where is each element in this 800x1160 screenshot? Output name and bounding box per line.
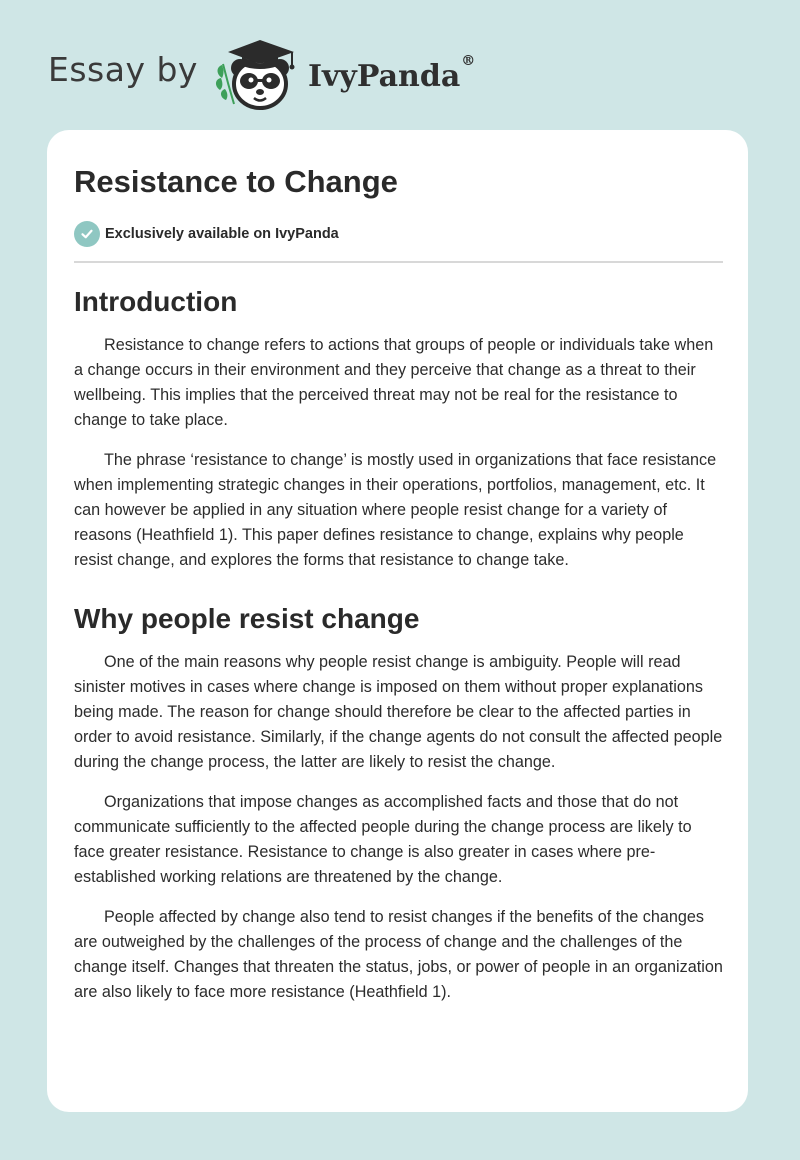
exclusive-badge bbox=[74, 221, 339, 247]
paragraph: Resistance to change refers to actions that groups of people or individuals take when a change occurs in their environment and they perceive that change as a threat to their wellbeing. This implies that the perceived threat may not be real for the resistance to change to take place. bbox=[74, 336, 714, 429]
section-heading-why-people-resist: Why people resist change bbox=[74, 603, 420, 634]
paragraph: People affected by change also tend to resist changes if the benefits of the changes are outweighed by the challenges of the process of change and the challenges of the change itself. Changes that threaten the status, jobs, or power of people in an organization are also likely to face more resistance (Heathfield 1). bbox=[74, 908, 723, 1001]
divider bbox=[74, 261, 723, 263]
brand-header[interactable] bbox=[48, 34, 475, 114]
badge-text: Exclusively available on IvyPanda bbox=[105, 226, 339, 242]
paragraph: Organizations that impose changes as accomplished facts and those that do not communicate sufficiently to the affected people during the change process are likely to face greater resistance. Resistance to change is also greater in cases where pre-established working relations are threatened by the change. bbox=[74, 793, 692, 886]
brand-prefix: Essay by bbox=[48, 49, 198, 89]
registered-mark: ® bbox=[461, 52, 476, 69]
paragraph: The phrase ‘resistance to change’ is mostly used in organizations that face resistance when implementing strategic changes in their operations, portfolios, management, etc. It can however be applied in any situation where people resist change for a variety of reasons (Heathfield 1). This paper defines resistance to change, explains why people resist change, and explores the forms that resistance to change take. bbox=[74, 451, 717, 569]
essay-card bbox=[47, 130, 748, 1112]
panda-graduate-logo bbox=[214, 34, 302, 114]
page-title: Resistance to Change bbox=[74, 164, 398, 199]
essay-content bbox=[74, 278, 724, 1005]
check-circle-icon bbox=[74, 221, 100, 247]
brand-name: IvyPanda® bbox=[307, 52, 476, 94]
paragraph: One of the main reasons why people resist change is ambiguity. People will read sinister motives in cases where change is imposed on them without proper explanations being made. The reason for change should therefore be clear to the affected parties in order to avoid resistance. Similarly, if the change agents do not consult the affected people during the change process, the latter are likely to resist the change. bbox=[74, 653, 723, 771]
section-heading-introduction: Introduction bbox=[74, 286, 238, 317]
